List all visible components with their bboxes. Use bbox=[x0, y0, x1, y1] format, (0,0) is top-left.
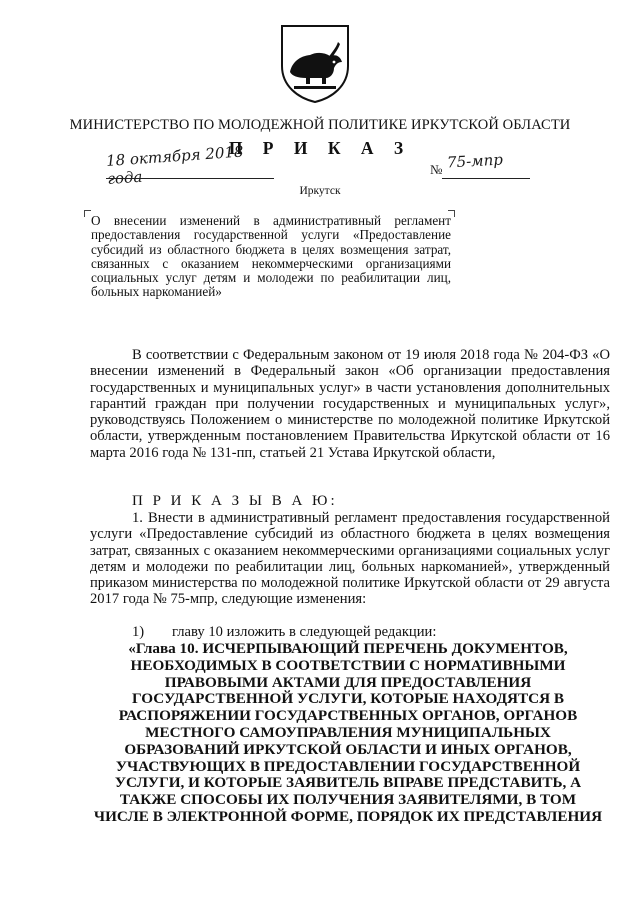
date-line bbox=[106, 178, 274, 179]
subject-bracket-left bbox=[84, 210, 91, 217]
number-line bbox=[442, 178, 530, 179]
subclause-number: 1) bbox=[132, 624, 145, 640]
handwritten-date: 18 октября 2018 года bbox=[105, 142, 245, 188]
handwritten-number: 75-мпр bbox=[446, 150, 504, 172]
clause-1-paragraph: 1. Внести в административный регламент предоставления государственной услуги «Предоставление субсидий из областного бюджета в целях возмещения затрат, связанных с оказанием некоммерческими организациями социальных услуг детям и молодежи по реабилитации лиц, больных наркоманией», утвержденный приказом министерства по молодежной политике Иркутской области от 29 августа 2017 года № 75-мпр, следующие изменения: bbox=[90, 510, 610, 608]
subclause-text: главу 10 изложить в следующей редакции: bbox=[172, 624, 437, 640]
document-type: П Р И К А З bbox=[228, 138, 412, 158]
orders-heading: П Р И К А З Ы В А Ю: bbox=[132, 493, 338, 509]
ministry-name: МИНИСТЕРСТВО ПО МОЛОДЕЖНОЙ ПОЛИТИКЕ ИРКУТСКОЙ ОБЛАСТИ bbox=[69, 117, 571, 133]
preamble-paragraph: В соответствии с Федеральным законом от 19 июля 2018 года № 204-ФЗ «О внесении изменений в Федеральный закон «Об организации предоставления государственных и муниципальных услуг» в части установления дополнительных гарантий граждан при получении государственных и муниципальных услуг», руководствуясь Положением о министерстве по молодежной политике Иркутской области, утвержденным постановлением Правительства Иркутской области от 16 марта 2016 года № 131-пп, статьей 21 Устава Иркутской области, bbox=[90, 347, 610, 461]
irkutsk-coat-of-arms-icon bbox=[276, 22, 354, 104]
city: Иркутск bbox=[299, 185, 341, 197]
chapter-heading: «Глава 10. ИСЧЕРПЫВАЮЩИЙ ПЕРЕЧЕНЬ ДОКУМЕНТОВ, НЕОБХОДИМЫХ В СООТВЕТСТВИИ С НОРМАТИВНЫМИ ПРАВОВЫМИ АКТАМИ ДЛЯ ПРЕДОСТАВЛЕНИЯ ГОСУДАРСТВЕННОЙ УСЛУГИ, КОТОРЫЕ НАХОДЯТСЯ В РАСПОРЯЖЕНИИ ГОСУДАРСТВЕННЫХ ОРГАНОВ, ОРГАНОВ МЕСТНОГО САМОУПРАВЛЕНИЯ МУНИЦИПАЛЬНЫХ ОБРАЗОВАНИЙ ИРКУТСКОЙ ОБЛАСТИ И ИНЫХ ОРГАНОВ, УЧАСТВУЮЩИХ В ПРЕДОСТАВЛЕНИИ ГОСУДАРСТВЕННОЙ УСЛУГИ, И КОТОРЫЕ ЗАЯВИТЕЛЬ ВПРАВЕ ПРЕДСТАВИТЬ, А ТАКЖЕ СПОСОБЫ ИХ ПОЛУЧЕНИЯ ЗАЯВИТЕЛЯМИ, В ТОМ ЧИСЛЕ В ЭЛЕКТРОННОЙ ФОРМЕ, ПОРЯДОК ИХ ПРЕДСТАВЛЕНИЯ bbox=[93, 640, 603, 825]
order-subject: О внесении изменений в административный регламент предоставления государственной услуги «Предоставление субсидий из областного бюджета в целях возмещения затрат, связанных с оказанием некоммерческими организациями социальных услуг детям и молодежи по реабилитации лиц, больных наркоманией» bbox=[91, 213, 451, 300]
number-sign: № bbox=[430, 162, 443, 177]
